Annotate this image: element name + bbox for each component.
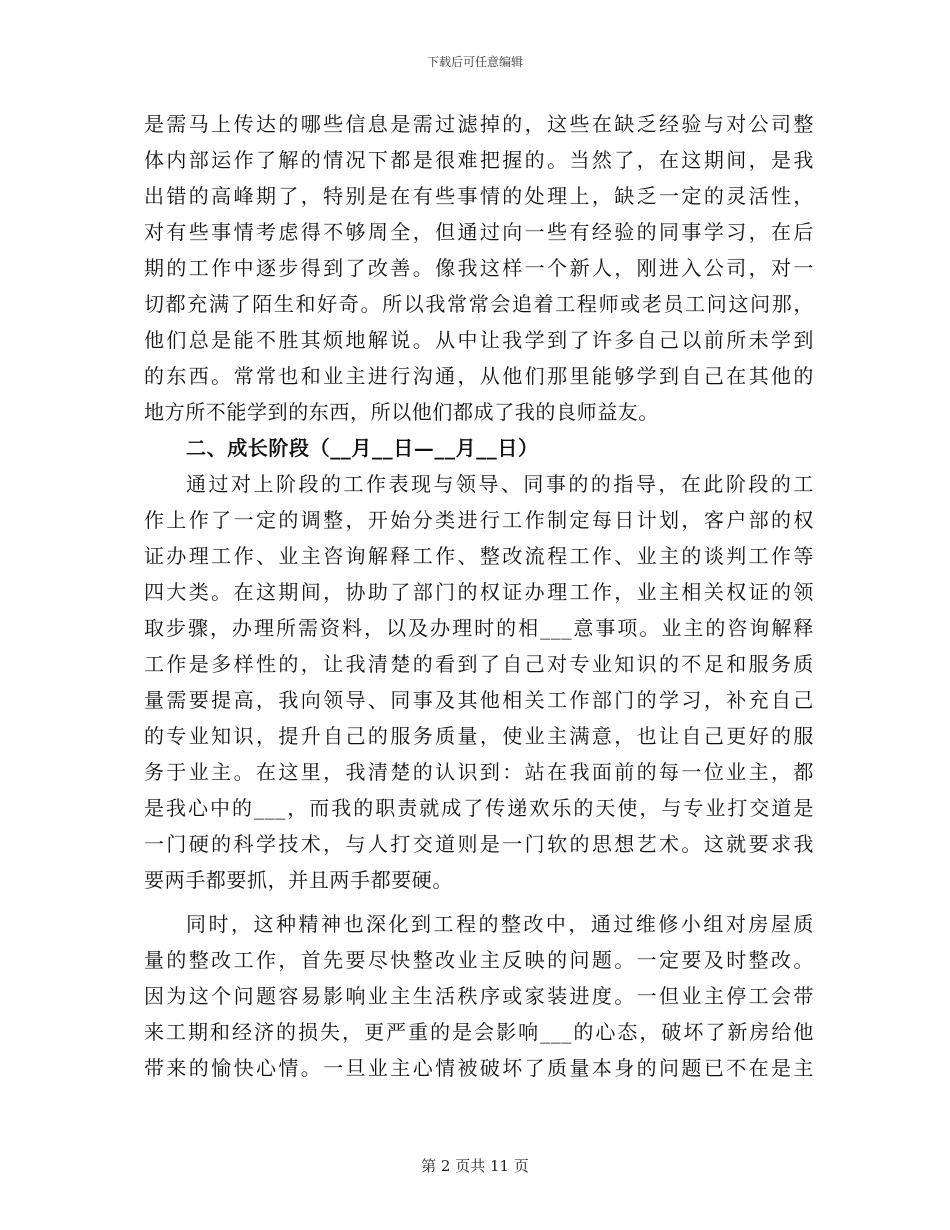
text-line: 一门硬的科学技术，与人打交道则是一门软的思想艺术。这就要求我 (144, 832, 814, 856)
text-line: 切都充满了陌生和好奇。所以我常常会追着工程师或老员工问这问那， (144, 292, 814, 316)
text-line: 务于业主。在这里，我清楚的认识到：站在我面前的每一位业主，都 (144, 760, 814, 784)
text-line: 是需马上传达的哪些信息是需过滤掉的，这些在缺乏经验与对公司整 (144, 112, 814, 136)
text-line: 要两手都要抓，并且两手都要硬。 (144, 868, 453, 892)
text-line: 量需要提高，我向领导、同事及其他相关工作部门的学习，补充自己 (144, 688, 814, 712)
text-line: 取步骤，办理所需资料，以及办理时的相___意事项。业主的咨询解释 (144, 616, 814, 640)
text-line: 工作是多样性的，让我清楚的看到了自己对专业知识的不足和服务质 (144, 652, 814, 676)
page-footer: 第 2 页共 11 页 (421, 1157, 529, 1175)
text-line: 因为这个问题容易影响业主生活秩序或家装进度。一但业主停工会带 (144, 984, 814, 1008)
text-line: 体内部运作了解的情况下都是很难把握的。当然了，在这期间，是我 (144, 148, 814, 172)
paragraph-gap (144, 898, 814, 906)
document-body (144, 106, 814, 1086)
text-line: 的专业知识，提升自己的服务质量，使业主满意，也让自己更好的服 (144, 724, 814, 748)
text-line: 是我心中的___，而我的职责就成了传递欢乐的天使，与专业打交道是 (144, 796, 814, 820)
text-line: 来工期和经济的损失，更严重的是会影响___的心态，破坏了新房给他 (144, 1020, 814, 1044)
text-line: 同时，这种精神也深化到工程的整改中，通过维修小组对房屋质 (186, 912, 814, 936)
text-line: 出错的高峰期了，特别是在有些事情的处理上，缺乏一定的灵活性， (144, 184, 814, 208)
text-line: 四大类。在这期间，协助了部门的权证办理工作，业主相关权证的领 (144, 580, 814, 604)
text-line: 他们总是能不胜其烦地解说。从中让我学到了许多自己以前所未学到 (144, 328, 814, 352)
text-line: 作上作了一定的调整，开始分类进行工作制定每日计划，客户部的权 (144, 508, 814, 532)
text-line: 带来的愉快心情。一旦业主心情被破坏了质量本身的问题已不在是主 (144, 1056, 814, 1080)
text-line: 地方所不能学到的东西，所以他们都成了我的良师益友。 (144, 400, 659, 424)
text-line: 期的工作中逐步得到了改善。像我这样一个新人，刚进入公司，对一 (144, 256, 814, 280)
text-line: 的东西。常常也和业主进行沟通，从他们那里能够学到自己在其他的 (144, 364, 814, 388)
text-line: 通过对上阶段的工作表现与领导、同事的的指导，在此阶段的工 (186, 472, 814, 496)
text-line: 对有些事情考虑得不够周全，但通过向一些有经验的同事学习，在后 (144, 220, 814, 244)
page-header: 下载后可任意编辑 (426, 55, 523, 69)
text-line: 量的整改工作，首先要尽快整改业主反映的问题。一定要及时整改。 (144, 948, 814, 972)
section-heading: 二、成长阶段（__月__日—__月__日） (186, 436, 539, 460)
text-line: 证办理工作、业主咨询解释工作、整改流程工作、业主的谈判工作等 (144, 544, 814, 568)
